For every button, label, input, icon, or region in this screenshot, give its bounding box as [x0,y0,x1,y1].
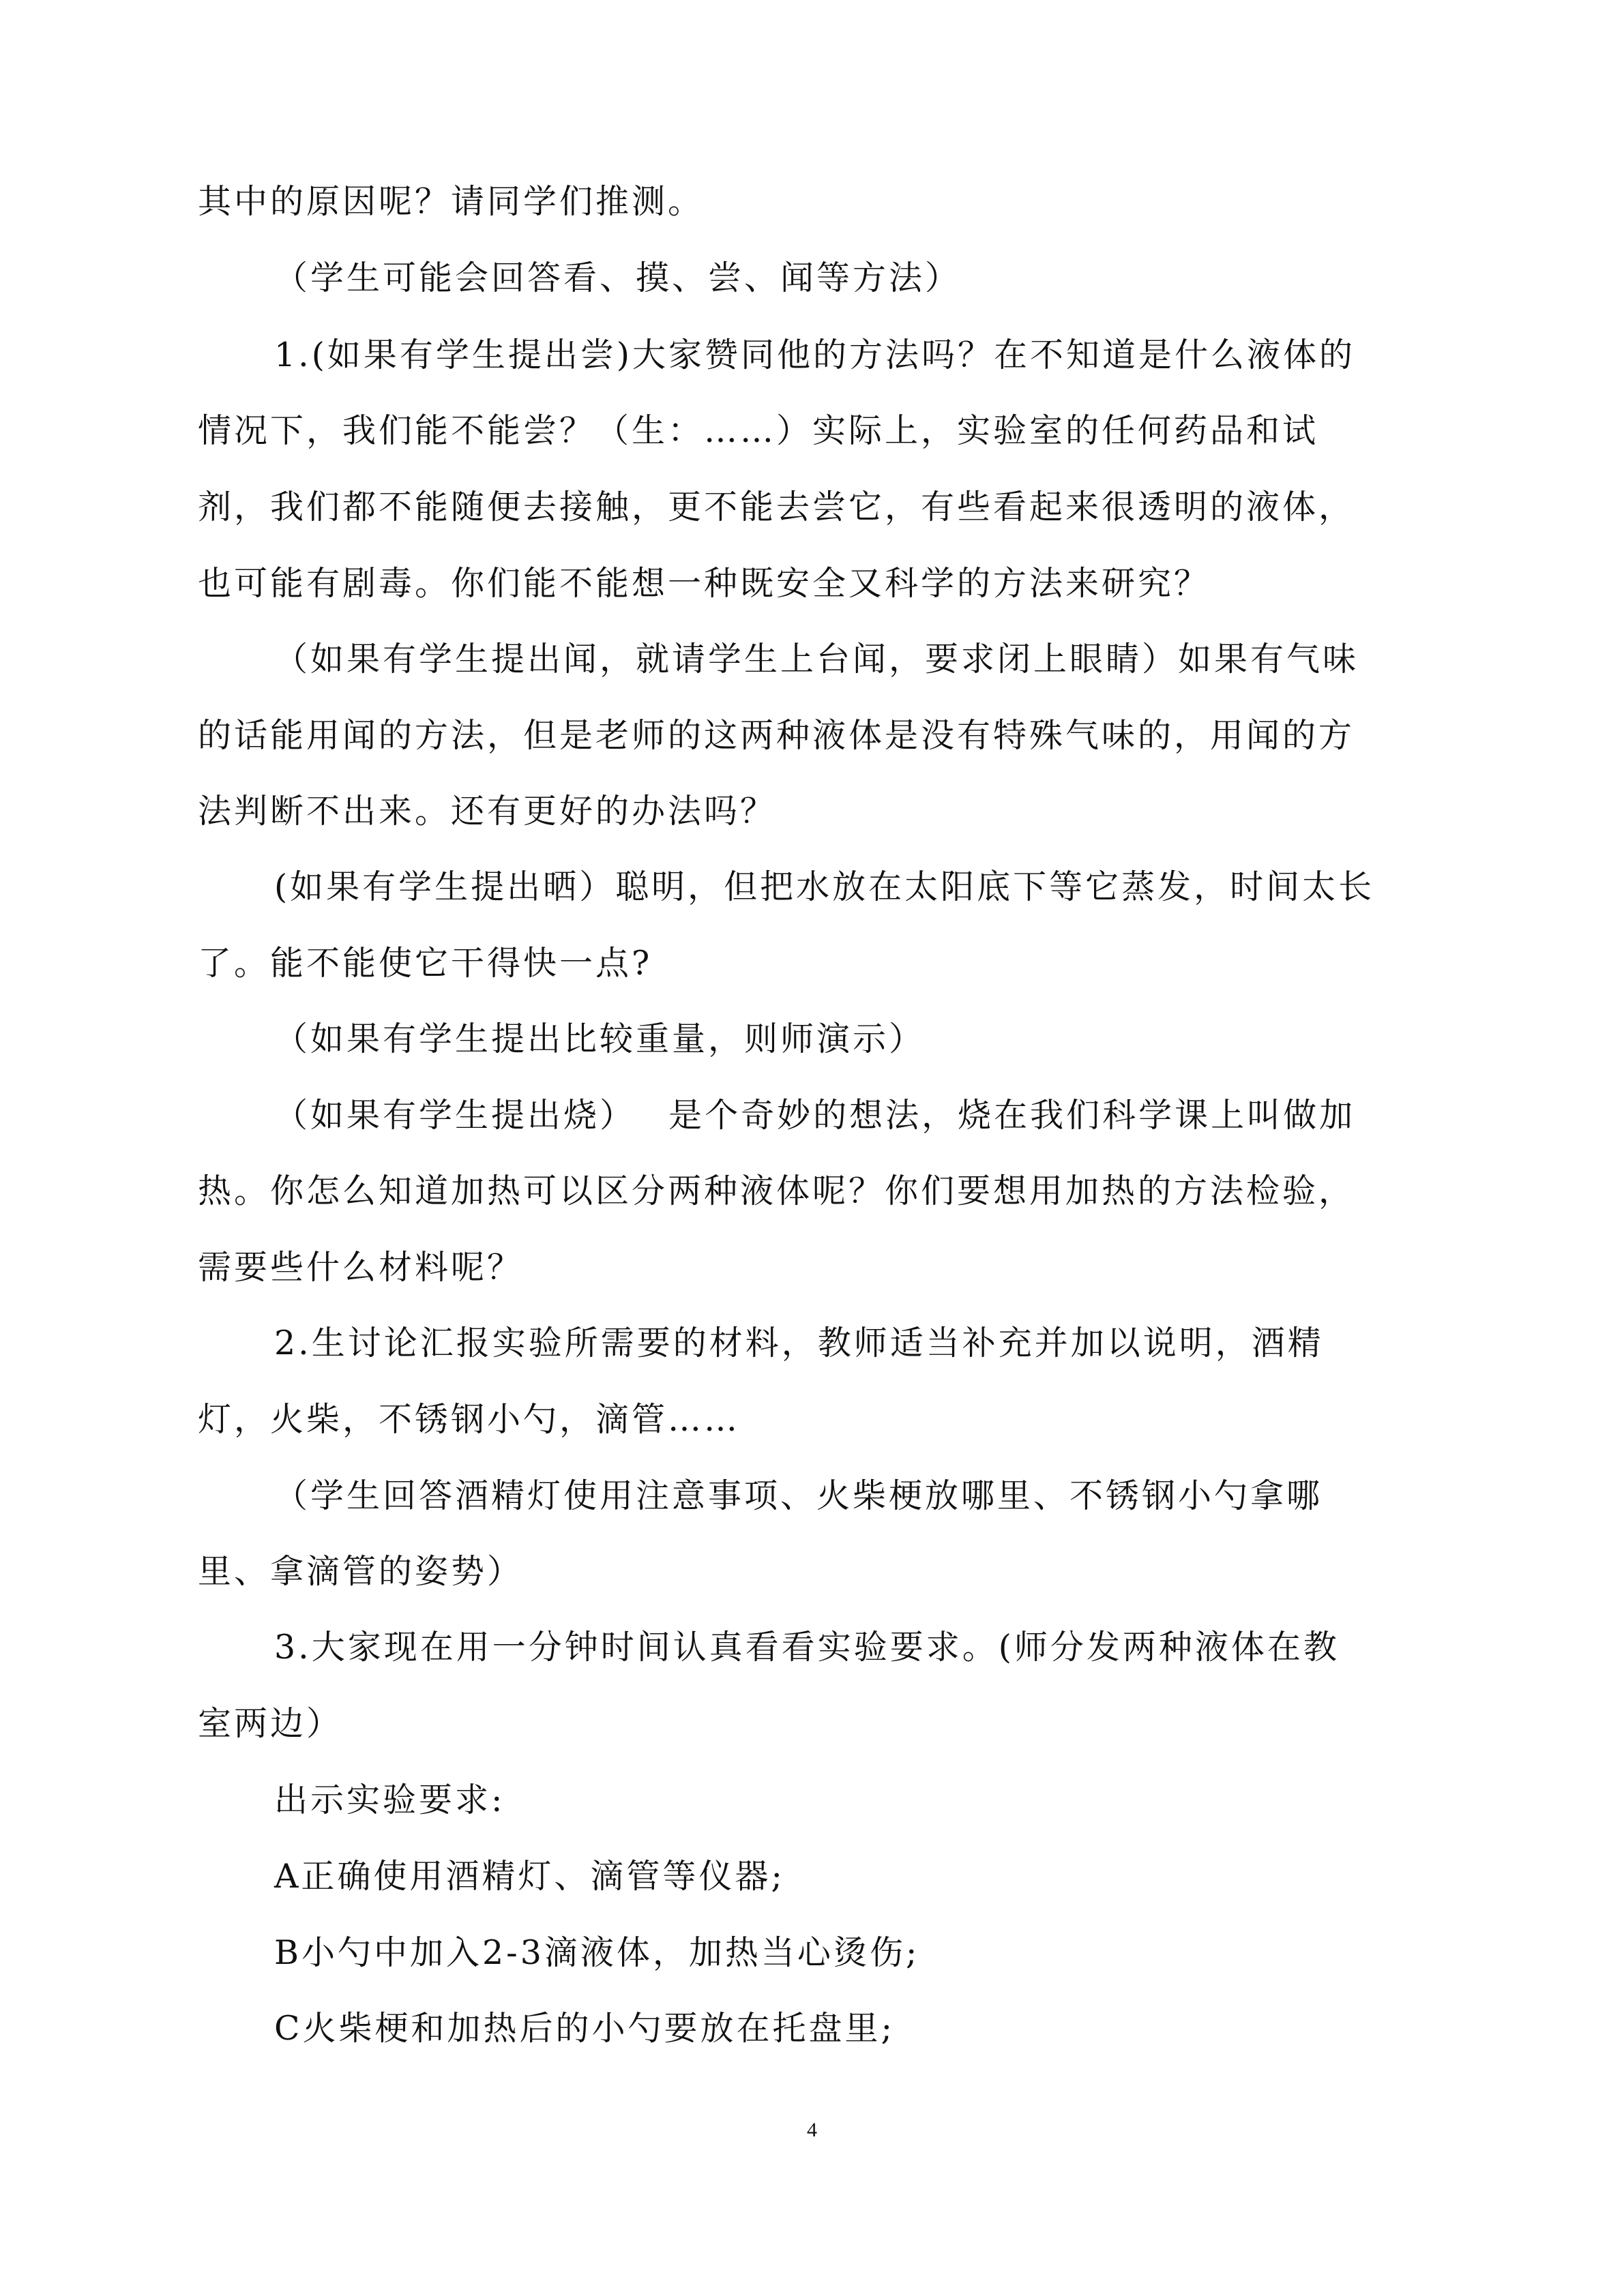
text-line: 3.大家现在用一分钟时间认真看看实验要求。(师分发两种液体在教 [274,1628,1340,1667]
text-line: 其中的原因呢？请同学们推测。 [198,182,705,221]
text-line: 灯，火柴，不锈钢小勺，滴管…… [198,1400,741,1439]
text-line: 2.生讨论汇报实验所需要的材料，教师适当补充并加以说明，酒精 [274,1324,1324,1362]
text-line: 剂，我们都不能随便去接触，更不能去尝它，有些看起来很透明的液体， [198,488,1355,526]
text-line: （学生可能会回答看、摸、尝、闻等方法） [274,258,962,297]
text-line: 热。你怎么知道加热可以区分两种液体呢？你们要想用加热的方法检验， [198,1172,1355,1210]
text-line: 的话能用闻的方法，但是老师的这两种液体是没有特殊气味的，用闻的方 [198,716,1355,755]
text-line: 1.(如果有学生提出尝)大家赞同他的方法吗？在不知道是什么液体的 [274,336,1355,374]
text-line: A正确使用酒精灯、滴管等仪器; [274,1857,785,1896]
text-line: 需要些什么材料呢？ [198,1248,524,1287]
text-line: （学生回答酒精灯使用注意事项、火柴梗放哪里、不锈钢小勺拿哪 [274,1476,1323,1515]
text-line: 里、拿滴管的姿势） [198,1552,524,1591]
text-line: B小勺中加入2-3滴液体，加热当心烫伤; [274,1933,920,1972]
text-line: （如果有学生提出比较重量，则师演示） [274,1019,926,1058]
text-line: (如果有学生提出晒）聪明，但把水放在太阳底下等它蒸发，时间太长 [274,867,1375,906]
text-line: （如果有学生提出闻，就请学生上台闻，要求闭上眼睛）如果有气味 [274,640,1359,679]
text-line: （如果有学生提出烧） 是个奇妙的想法，烧在我们科学课上叫做加 [274,1096,1356,1135]
text-line: 出示实验要求: [274,1780,505,1819]
text-line: 室两边） [198,1704,343,1743]
text-line: C火柴梗和加热后的小勺要放在托盘里; [274,2009,896,2048]
text-line: 也可能有剧毒。你们能不能想一种既安全又科学的方法来研究？ [198,564,1211,603]
text-line: 了。能不能使它干得快一点? [198,944,653,983]
text-line: 法判断不出来。还有更好的办法吗？ [198,792,777,831]
text-line: 情况下，我们能不能尝？（生：……）实际上，实验室的任何药品和试 [198,411,1319,450]
page-number: 4 [807,2119,817,2141]
